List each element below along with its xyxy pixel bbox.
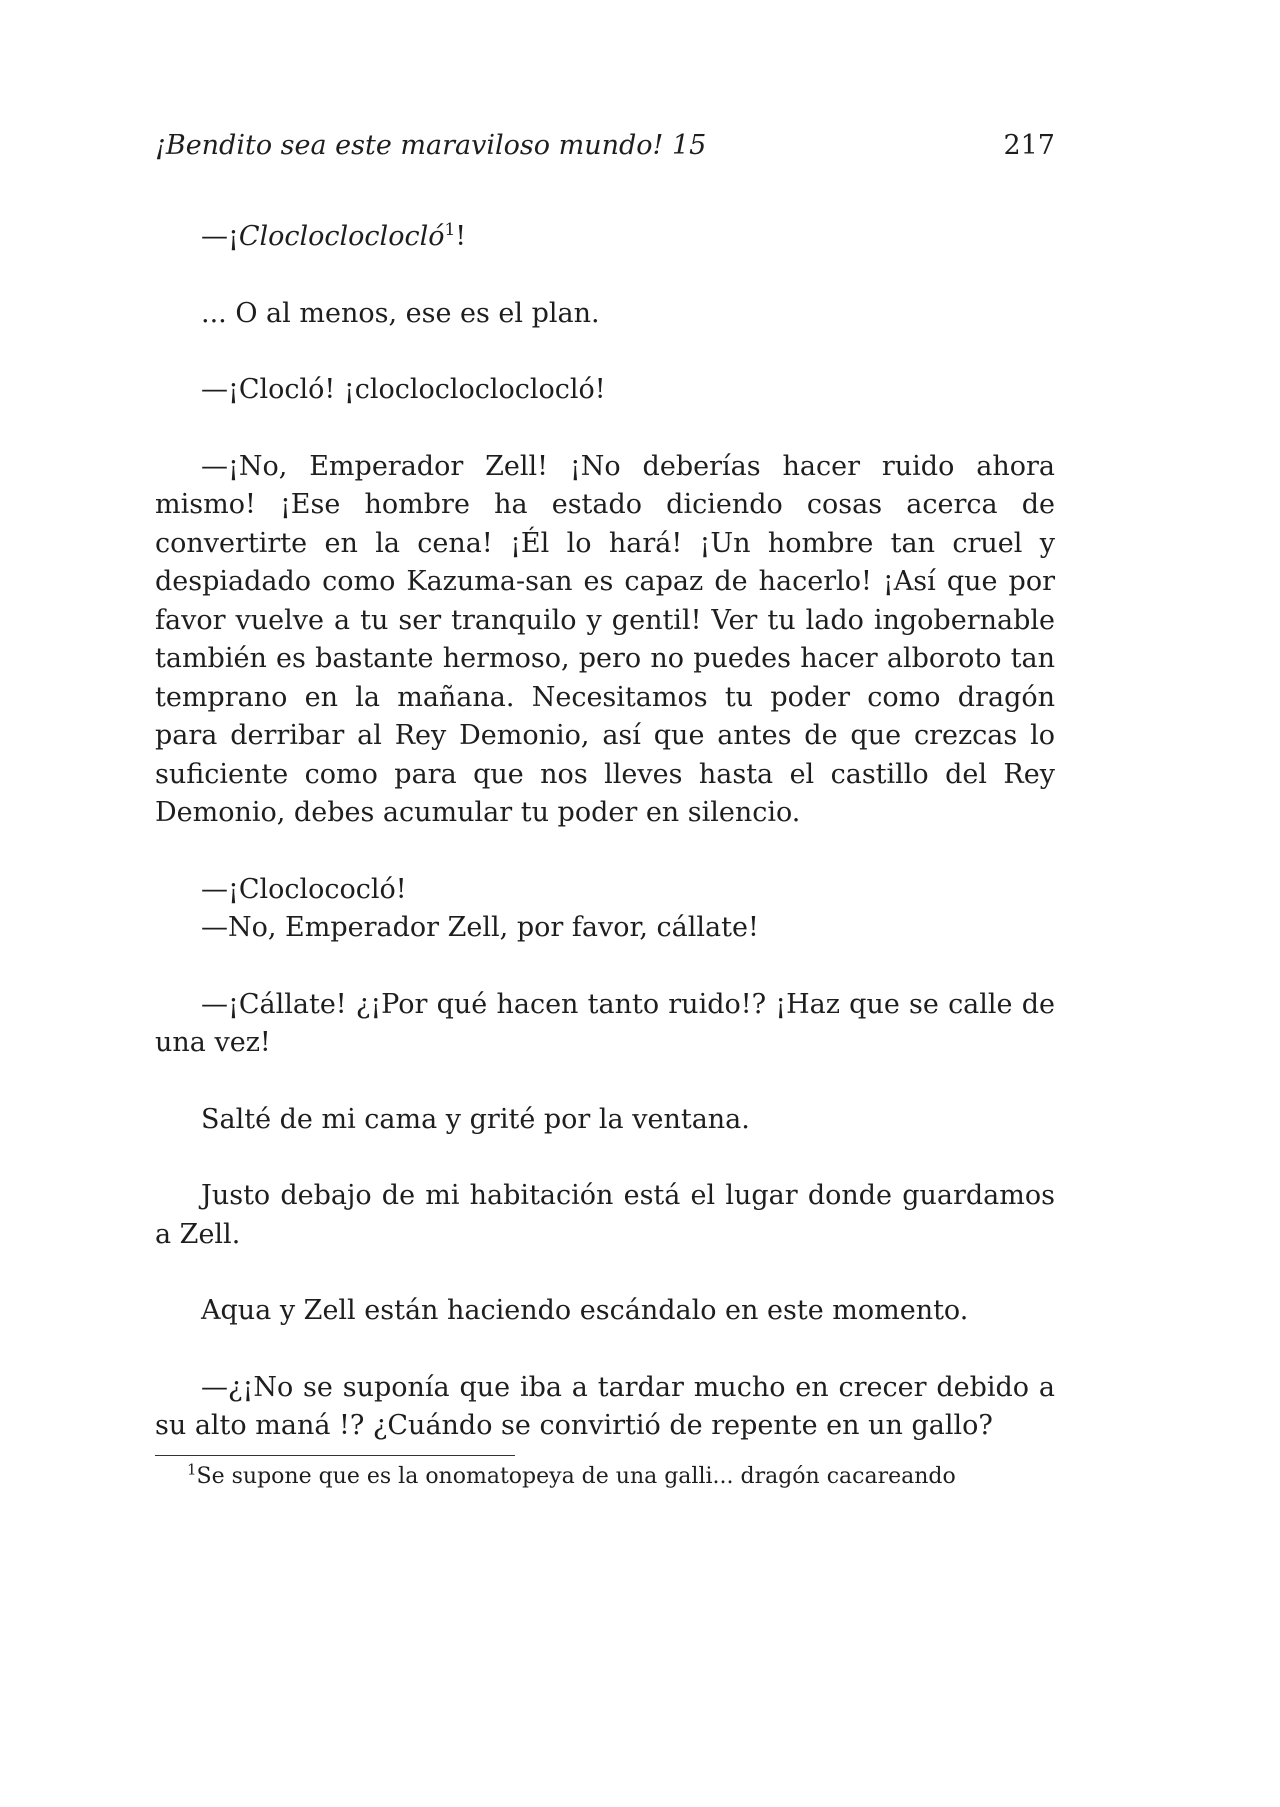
onomatopoeia-italic: Cloclocloclocló [238, 221, 445, 252]
paragraph-3: —¡Clocló! ¡clocloclocloclocló! [201, 374, 606, 405]
dash-text: —¡ [201, 221, 239, 252]
page-number: 217 [1003, 130, 1055, 161]
paragraph-10: Aqua y Zell están haciendo escándalo en este momento. [201, 1295, 969, 1326]
footnote-divider [155, 1455, 515, 1456]
footnote-mark: 1 [187, 1460, 197, 1479]
paragraph-7: —¡Cállate! ¿¡Por qué hacen tanto ruido!? ¡Haz que se calle de una vez! [155, 988, 1055, 1058]
exclamation: ! [455, 221, 467, 252]
footnote-reference[interactable]: 1 [444, 220, 456, 240]
paragraph-9: Justo debajo de mi habitación está el lugar donde guardamos a Zell. [155, 1180, 1055, 1250]
paragraph-1 [155, 218, 1055, 257]
paragraph-6: —No, Emperador Zell, por favor, cállate! [201, 912, 759, 943]
running-title: ¡Bendito sea este maraviloso mundo! 15 [155, 130, 707, 161]
page-header [155, 130, 1055, 170]
paragraph-11: —¿¡No se suponía que iba a tardar mucho en crecer debido a su alto maná !? ¿Cuándo se convirtió de repente en un gallo? [155, 1371, 1055, 1441]
paragraph-2: ... O al menos, ese es el plan. [201, 297, 600, 329]
footnote-text: Se supone que es la onomatopeya de una galli... dragón cacareando [196, 1464, 956, 1489]
paragraph-5: —¡Cloclococló! [201, 873, 407, 905]
paragraph-4: —¡No, Emperador Zell! ¡No deberías hacer ruido ahora mismo! ¡Ese hombre ha estado diciendo cosas acerca de convertirte en la cena! ¡Él lo hará! ¡Un hombre tan cruel y despiadado como Kazuma-san es capaz de hacerlo! ¡Así que por favor vuelve a tu ser tranquilo y gentil! Ver tu lado ingobernable también es bastante hermoso, pero no puedes hacer alboroto tan temprano en la mañana. Necesitamos tu poder como dragón para derribar al Rey Demonio, así que antes de que crezcas lo suficiente como para que nos lleves hasta el castillo del Rey Demonio, debes acumular tu poder en silencio. [155, 450, 1055, 828]
paragraph-8: Salté de mi cama y grité por la ventana. [201, 1103, 750, 1135]
body-text [155, 218, 1055, 1446]
footnote [155, 1462, 1055, 1492]
